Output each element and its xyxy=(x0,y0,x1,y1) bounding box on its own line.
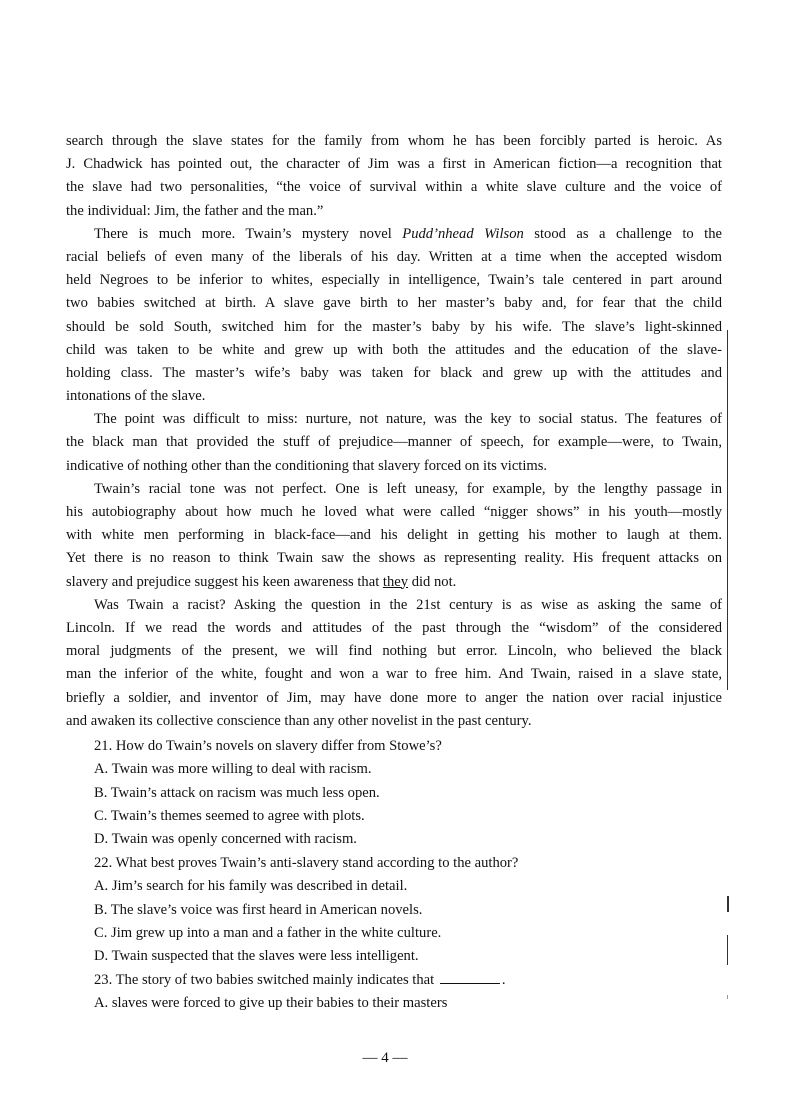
text-line: man the inferior of the white, fought and won a war to free him. And Twain, raised in a slave state, xyxy=(66,666,722,683)
margin-mark xyxy=(727,935,728,965)
answer-option: A. slaves were forced to give up their babies to their masters xyxy=(94,995,448,1012)
text-line: The point was difficult to miss: nurture, not nature, was the key to social status. The features of xyxy=(94,411,722,428)
text-line: indicative of nothing other than the conditioning that slavery forced on its victims. xyxy=(66,457,548,474)
answer-option: C. Twain’s themes seemed to agree with plots. xyxy=(94,808,365,825)
text-line: Lincoln. If we read the words and attitudes of the past through the “wisdom” of the considered xyxy=(66,619,722,636)
answer-option: D. Twain was openly concerned with racism. xyxy=(94,831,357,848)
answer-option: D. Twain suspected that the slaves were less intelligent. xyxy=(94,948,419,965)
text-line: briefly a soldier, and inventor of Jim, may have done more to anger the nation over racial injustice xyxy=(66,689,722,706)
text-line: Yet there is no reason to think Twain saw the shows as representing reality. His frequent attacks on xyxy=(66,550,722,567)
answer-option: C. Jim grew up into a man and a father in the white culture. xyxy=(94,925,442,941)
question-stem: 23. The story of two babies switched mainly indicates that . xyxy=(94,971,506,988)
answer-blank xyxy=(440,971,500,984)
text-line: intonations of the slave. xyxy=(66,388,206,405)
paragraph xyxy=(66,130,722,223)
text-line: Twain’s racial tone was not perfect. One is left uneasy, for example, by the lengthy passage in xyxy=(94,480,722,497)
answer-option: B. Twain’s attack on racism was much less open. xyxy=(94,784,380,801)
question-stem: 22. What best proves Twain’s anti-slavery stand according to the author? xyxy=(94,854,519,871)
question-stem: 21. How do Twain’s novels on slavery differ from Stowe’s? xyxy=(94,737,442,754)
book-title: Pudd’nhead Wilson xyxy=(402,225,524,242)
text-line: slavery and prejudice suggest his keen awareness that they did not. xyxy=(66,573,457,590)
document-body xyxy=(66,130,722,1016)
text-line: held Negroes to be inferior to whites, especially in intelligence, Twain’s tale centered in part around xyxy=(66,272,722,289)
text-line: moral judgments of the present, we will find nothing but error. Lincoln, who believed the black xyxy=(66,643,722,660)
text-line: search through the slave states for the family from whom he has been forcibly parted is heroic. As xyxy=(66,133,722,149)
text-line: the individual: Jim, the father and the man.” xyxy=(66,202,324,219)
text-line: holding class. The master’s wife’s baby was taken for black and grew up with the attitudes and xyxy=(66,364,722,381)
text-line: J. Chadwick has pointed out, the character of Jim was a first in American fiction—a recognition that xyxy=(66,156,722,173)
text-line: Was Twain a racist? Asking the question in the 21st century is as wise as asking the same of xyxy=(94,596,722,613)
text-line: the black man that provided the stuff of prejudice—manner of speech, for example—were, to Twain, xyxy=(66,434,722,451)
margin-mark xyxy=(727,995,728,999)
underlined-word: they xyxy=(382,573,409,590)
paragraph xyxy=(66,223,722,409)
text-line: should be sold South, switched him for the master’s baby by his wife. The slave’s light-skinned xyxy=(66,318,722,335)
margin-line xyxy=(727,330,728,690)
page-number: — 4 — xyxy=(362,1050,408,1066)
text-line: his autobiography about how much he loved what were called “nigger shows” in his youth—mostly xyxy=(66,504,722,520)
text-line: the slave had two personalities, “the voice of survival within a white slave culture and the voice of xyxy=(66,179,722,196)
text-line: child was taken to be white and grew up with both the attitudes and the education of the slave- xyxy=(66,341,722,358)
text-line: There is much more. Twain’s mystery novel Pudd’nhead Wilson stood as a challenge to the xyxy=(94,225,722,242)
text-line: with white men performing in black-face—and his delight in getting his mother to laugh at them. xyxy=(66,527,722,544)
text-line: two babies switched at birth. A slave gave birth to her master’s baby and, for fear that the child xyxy=(66,295,722,312)
paragraph xyxy=(66,408,722,478)
paragraph xyxy=(66,478,722,594)
answer-option: A. Twain was more willing to deal with racism. xyxy=(94,761,372,778)
paragraph xyxy=(66,594,722,733)
text-line: racial beliefs of even many of the liberals of his day. Written at a time when the accepted wisdom xyxy=(66,248,722,265)
text-line: and awaken its collective conscience than any other novelist in the past century. xyxy=(66,712,532,729)
passage xyxy=(66,130,722,733)
questions xyxy=(66,735,722,1016)
answer-option: A. Jim’s search for his family was described in detail. xyxy=(94,878,408,895)
answer-option: B. The slave’s voice was first heard in American novels. xyxy=(94,901,423,918)
margin-mark xyxy=(727,896,729,912)
